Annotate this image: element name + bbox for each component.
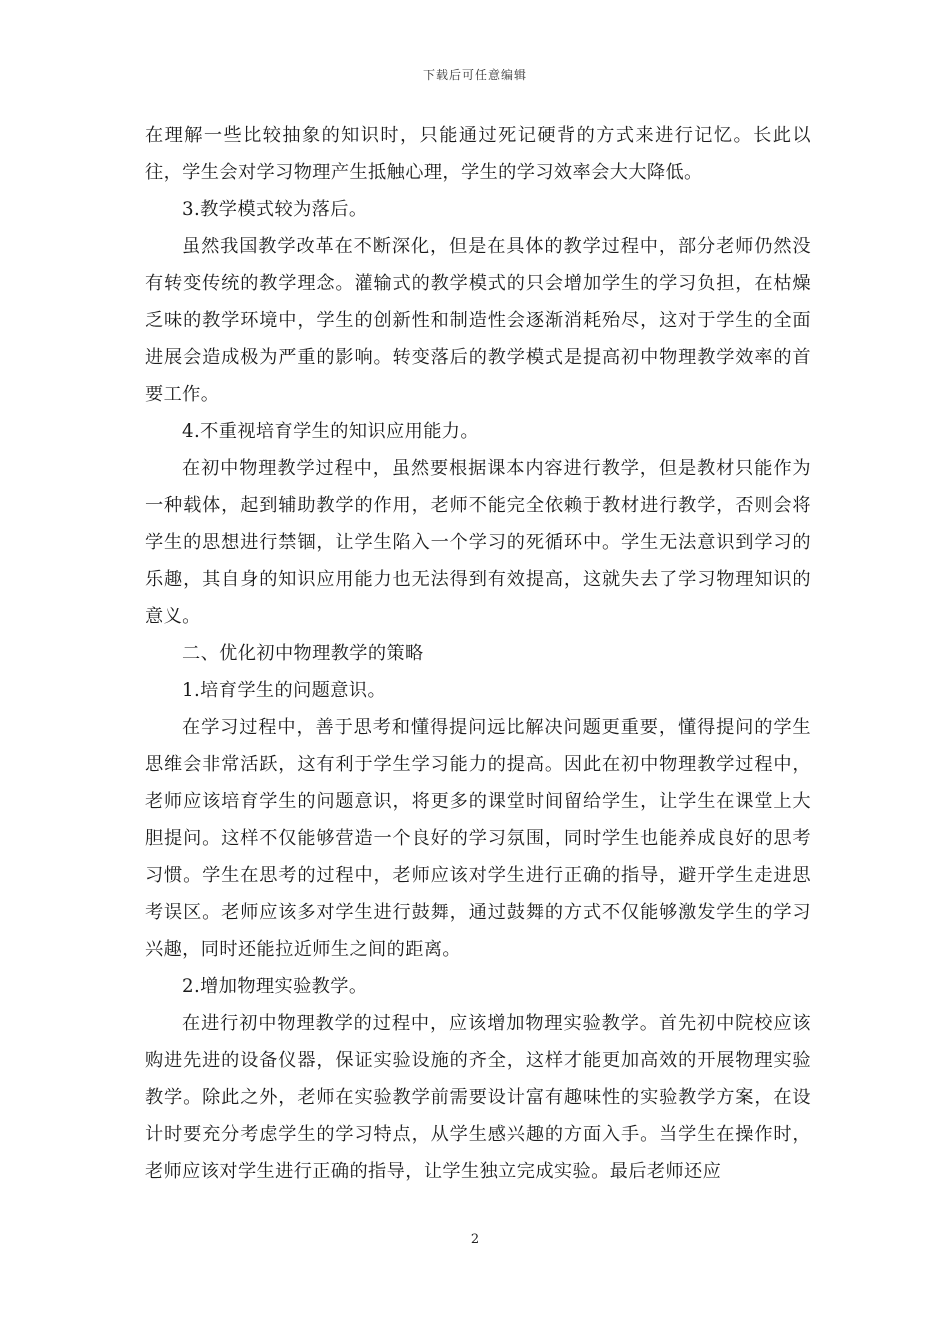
paragraph: 在学习过程中，善于思考和懂得提问远比解决问题更重要，懂得提问的学生思维会非常活跃，这有利于学生学习能力的提高。因此在初中物理教学过程中，老师应该培育学生的问题意识，将更多的课堂时间留给学生，让学生在课堂上大胆提问。这样不仅能够营造一个良好的学习氛围，同时学生也能养成良好的思考习惯。学生在思考的过程中，老师应该对学生进行正确的指导，避开学生走进思考误区。老师应该多对学生进行鼓舞，通过鼓舞的方式不仅能够激发学生的学习兴趣，同时还能拉近师生之间的距离。 — [145, 717, 811, 960]
heading-item-4: 4.不重视培育学生的知识应用能力。 — [182, 421, 479, 442]
paragraph: 在初中物理教学过程中，虽然要根据课本内容进行教学，但是教材只能作为一种载体，起到辅助教学的作用，老师不能完全依赖于教材进行教学，否则会将学生的思想进行禁锢，让学生陷入一个学习的死循环中。学生无法意识到学习的乐趣，其自身的知识应用能力也无法得到有效提高，这就失去了学习物理知识的意义。 — [145, 458, 811, 627]
paragraph-continuation: 在理解一些比较抽象的知识时，只能通过死记硬背的方式来进行记忆。长此以往，学生会对学习物理产生抵触心理，学生的学习效率会大大降低。 — [145, 125, 811, 183]
heading-item-2: 2.增加物理实验教学。 — [182, 976, 368, 997]
page-number: 2 — [470, 1232, 480, 1247]
page-header: 下载后可任意编辑 — [422, 68, 527, 82]
section-heading-2: 二、优化初中物理教学的策略 — [182, 643, 424, 664]
paragraph: 在进行初中物理教学的过程中，应该增加物理实验教学。首先初中院校应该购进先进的设备仪器，保证实验设施的齐全，这样才能更加高效的开展物理实验教学。除此之外，老师在实验教学前需要设计富有趣味性的实验教学方案，在设计时要充分考虑学生的学习特点，从学生感兴趣的方面入手。当学生在操作时，老师应该对学生进行正确的指导，让学生独立完成实验。最后老师还应 — [145, 1013, 811, 1182]
paragraph: 虽然我国教学改革在不断深化，但是在具体的教学过程中，部分老师仍然没有转变传统的教学理念。灌输式的教学模式的只会增加学生的学习负担，在枯燥乏味的教学环境中，学生的创新性和制造性会逐渐消耗殆尽，这对于学生的全面进展会造成极为严重的影响。转变落后的教学模式是提高初中物理教学效率的首要工作。 — [145, 236, 811, 405]
heading-item-3: 3.教学模式较为落后。 — [182, 199, 368, 220]
heading-item-1: 1.培育学生的问题意识。 — [182, 680, 387, 701]
body-text — [145, 117, 811, 1190]
